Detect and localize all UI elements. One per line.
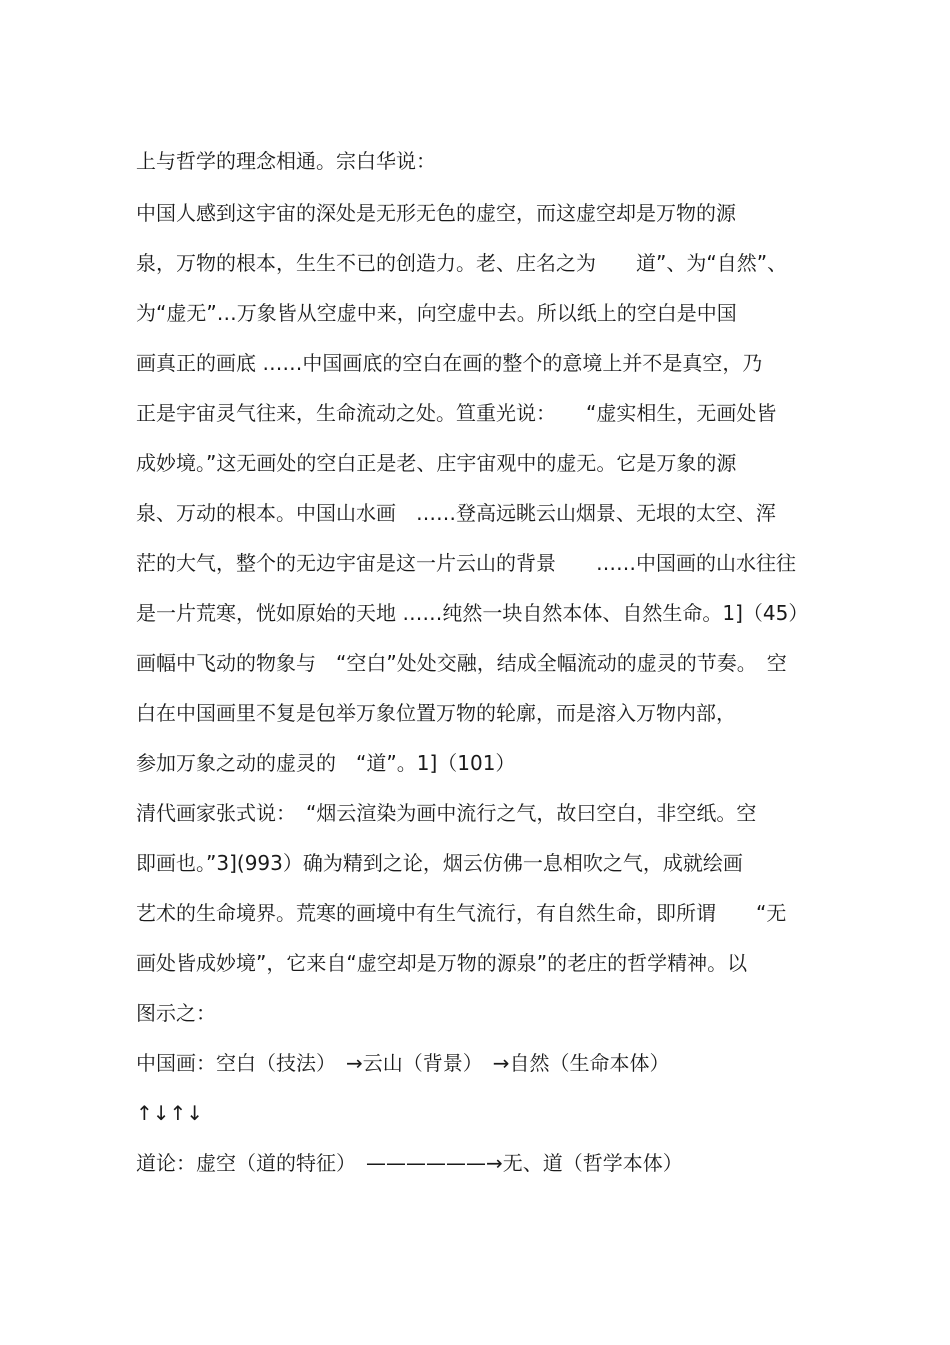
text-line: 中国人感到这宇宙的深处是无形无色的虚空，而这虚空却是万物的源: [136, 201, 736, 225]
text-line: 图示之：: [136, 1001, 216, 1025]
diagram-line-dao-theory: 道论：虚空（道的特征） ——————→无、道（哲学本体）: [136, 1151, 683, 1175]
text-line: 成妙境。”这无画处的空白正是老、庄宇宙观中的虚无。它是万象的源: [136, 451, 737, 475]
text-line: 为“虚无”…万象皆从空虚中来，向空虚中去。所以纸上的空白是中国: [136, 301, 737, 325]
diagram-line-chinese-painting: 中国画：空白（技法） →云山（背景） →自然（生命本体）: [136, 1051, 670, 1075]
text-line: 泉，万物的根本，生生不已的创造力。老、庄名之为 道”、为“自然”、: [136, 251, 788, 275]
text-line: 泉、万动的根本。中国山水画 ……登高远眺云山烟景、无垠的太空、浑: [136, 501, 776, 525]
text-line: 画幅中飞动的物象与 “空白”处处交融，结成全幅流动的虚灵的节奏。 空: [136, 651, 787, 675]
text-line: 即画也。”3](993）确为精到之论，烟云仿佛一息相吹之气，成就绘画: [136, 851, 743, 875]
text-line: 茫的大气，整个的无边宇宙是这一片云山的背景 ……中国画的山水往往: [136, 551, 796, 575]
text-line: 正是宇宙灵气往来，生命流动之处。笪重光说： “虚实相生，无画处皆: [136, 401, 777, 425]
text-line: 上与哲学的理念相通。宗白华说：: [136, 149, 436, 173]
text-line: 白在中国画里不复是包举万象位置万物的轮廓，而是溶入万物内部，: [136, 701, 736, 725]
text-line: 清代画家张式说： “烟云渲染为画中流行之气，故曰空白，非空纸。空: [136, 801, 757, 825]
text-line: 是一片荒寒，恍如原始的天地 ……纯然一块自然本体、自然生命。1]（45）: [136, 601, 809, 625]
text-line: 参加万象之动的虚灵的 “道”。1]（101）: [136, 751, 516, 775]
text-line: 画处皆成妙境”，它来自“虚空却是万物的源泉”的老庄的哲学精神。以: [136, 951, 748, 975]
diagram-arrows: ↑↓↑↓: [136, 1101, 204, 1125]
text-line: 艺术的生命境界。荒寒的画境中有生气流行，有自然生命，即所谓 “无: [136, 901, 787, 925]
text-line: 画真正的画底 ……中国画底的空白在画的整个的意境上并不是真空，乃: [136, 351, 763, 375]
